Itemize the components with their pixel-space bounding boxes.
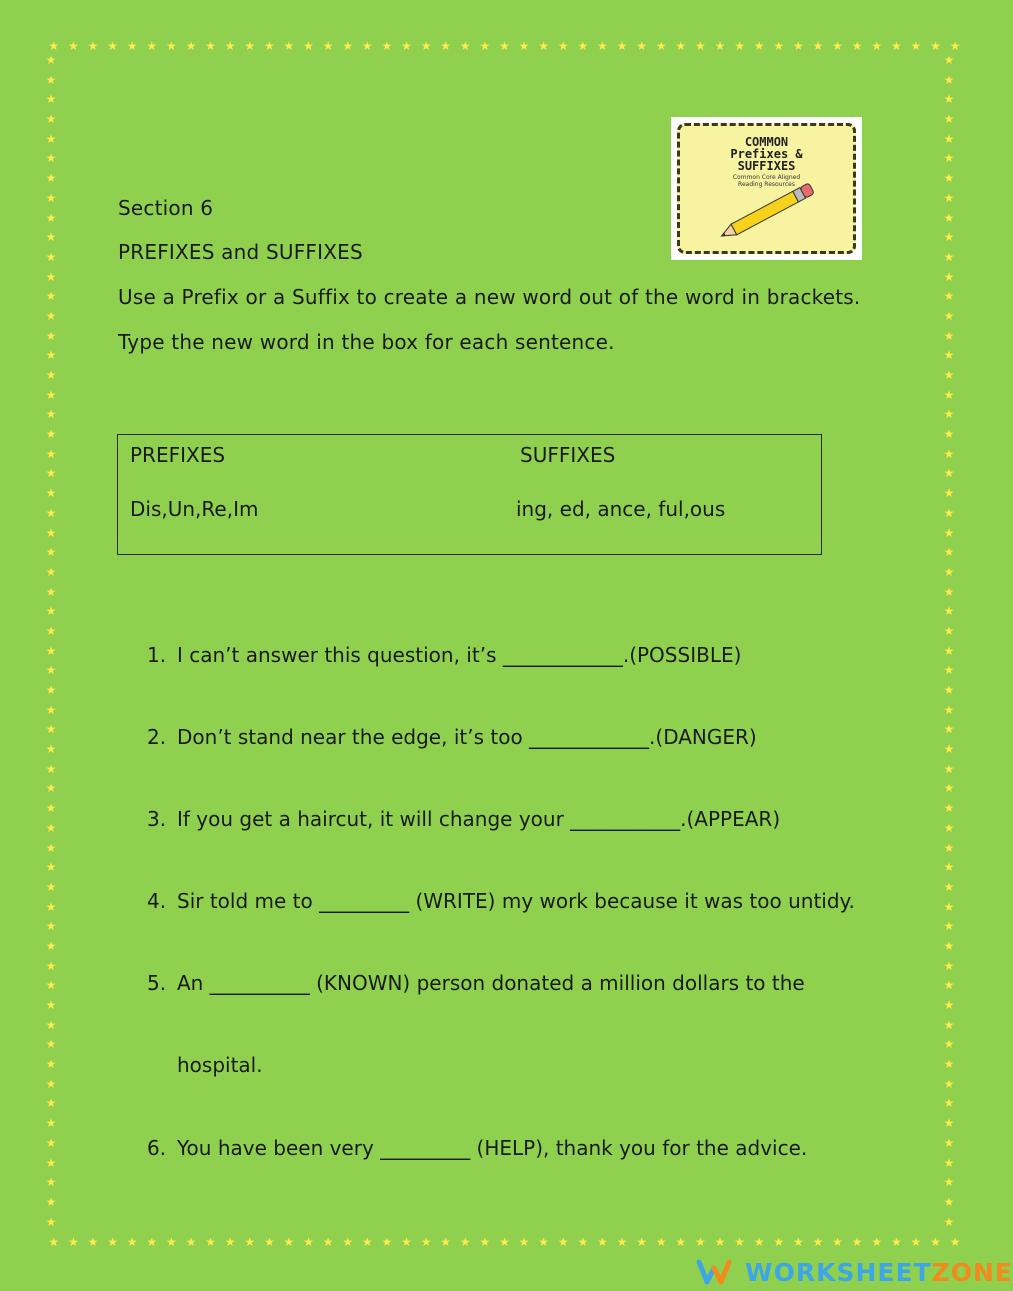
star-icon: ★ [45, 938, 57, 953]
star-icon: ★ [871, 39, 883, 53]
star-icon: ★ [949, 39, 961, 53]
worksheetzone-watermark [697, 1257, 1013, 1287]
star-icon: ★ [107, 1235, 118, 1249]
star-icon: ★ [943, 466, 955, 481]
star-icon: ★ [45, 328, 57, 343]
star-icon: ★ [616, 39, 628, 53]
watermark-text-orange: ZONE [931, 1257, 1013, 1287]
star-icon: ★ [597, 39, 608, 53]
star-icon: ★ [943, 1194, 955, 1209]
star-icon: ★ [45, 72, 57, 87]
star-icon: ★ [126, 1235, 138, 1249]
star-icon: ★ [440, 39, 452, 53]
prefixes-header: PREFIXES [130, 443, 226, 467]
star-icon: ★ [45, 840, 57, 855]
cover-subtitle [680, 174, 853, 188]
star-icon: ★ [616, 1235, 628, 1249]
star-icon: ★ [714, 39, 726, 53]
star-icon: ★ [342, 1235, 354, 1249]
suffixes-header: SUFFIXES [520, 443, 616, 467]
question-number: 2. [147, 725, 167, 749]
star-icon: ★ [871, 1235, 883, 1249]
star-icon: ★ [48, 39, 60, 53]
star-icon: ★ [943, 269, 955, 284]
star-icon: ★ [557, 39, 569, 53]
star-icon: ★ [943, 761, 955, 776]
star-icon: ★ [943, 623, 955, 638]
star-icon: ★ [943, 840, 955, 855]
star-icon: ★ [420, 39, 432, 53]
star-icon: ★ [48, 1235, 60, 1249]
star-icon: ★ [303, 39, 314, 53]
star-icon: ★ [943, 899, 955, 914]
question-item [147, 1136, 807, 1160]
star-icon: ★ [322, 1235, 334, 1249]
w-logo-icon [697, 1259, 731, 1285]
star-icon: ★ [45, 663, 57, 678]
star-icon: ★ [518, 1235, 530, 1249]
star-icon: ★ [244, 39, 256, 53]
star-icon: ★ [165, 1235, 177, 1249]
star-icon: ★ [45, 151, 57, 166]
star-icon: ★ [943, 683, 955, 697]
star-icon: ★ [45, 761, 57, 776]
star-icon: ★ [636, 1235, 647, 1249]
star-icon: ★ [205, 39, 216, 53]
star-icon: ★ [943, 308, 955, 323]
star-icon: ★ [361, 39, 373, 53]
star-icon: ★ [943, 722, 955, 737]
star-icon: ★ [68, 1235, 79, 1249]
star-icon: ★ [45, 584, 57, 599]
star-icon: ★ [557, 1235, 569, 1249]
star-icon: ★ [943, 368, 955, 382]
star-icon: ★ [943, 53, 955, 67]
star-icon: ★ [943, 486, 955, 501]
cover-title-line: Prefixes & [730, 147, 803, 161]
question-item [147, 643, 741, 667]
star-icon: ★ [943, 663, 955, 678]
star-icon: ★ [943, 1116, 955, 1131]
star-icon: ★ [45, 564, 57, 579]
star-icon: ★ [224, 39, 236, 53]
star-icon: ★ [714, 1235, 726, 1249]
cover-title-line: SUFFIXES [737, 159, 796, 173]
star-icon: ★ [943, 1037, 955, 1052]
star-icon: ★ [890, 39, 902, 53]
star-icon: ★ [45, 899, 57, 914]
star-icon: ★ [45, 210, 57, 225]
star-icon: ★ [734, 39, 745, 53]
star-icon: ★ [45, 249, 57, 264]
star-icon: ★ [45, 269, 57, 284]
star-icon: ★ [943, 1155, 955, 1170]
star-icon: ★ [401, 39, 412, 53]
star-icon: ★ [45, 348, 57, 363]
question-text: Don’t stand near the edge, it’s too ____________.(DANGER) [177, 725, 757, 749]
star-icon: ★ [87, 1235, 99, 1249]
cover-title [680, 136, 853, 172]
star-icon: ★ [263, 39, 275, 53]
question-text: If you get a haircut, it will change your ___________.(APPEAR) [177, 807, 781, 831]
star-icon: ★ [45, 545, 57, 560]
cover-frame [677, 123, 856, 254]
star-icon: ★ [943, 427, 955, 442]
star-border-top [44, 40, 960, 54]
star-icon: ★ [165, 39, 177, 53]
star-icon: ★ [45, 131, 57, 146]
question-text: Sir told me to _________ (WRITE) my work because it was too untidy. [177, 889, 855, 913]
star-icon: ★ [263, 1235, 275, 1249]
star-border-left [44, 54, 58, 1236]
star-icon: ★ [943, 1214, 955, 1229]
question-item [147, 971, 805, 995]
star-icon: ★ [636, 39, 647, 53]
star-icon: ★ [851, 1235, 863, 1249]
star-icon: ★ [832, 1235, 843, 1249]
star-icon: ★ [45, 368, 57, 382]
star-icon: ★ [943, 230, 955, 245]
star-icon: ★ [943, 564, 955, 579]
star-icon: ★ [773, 39, 785, 53]
star-icon: ★ [45, 92, 57, 107]
star-icon: ★ [45, 505, 57, 520]
star-icon: ★ [930, 1235, 941, 1249]
star-icon: ★ [890, 1235, 902, 1249]
question-continuation [177, 1053, 263, 1077]
star-icon: ★ [45, 53, 57, 67]
star-icon: ★ [655, 1235, 667, 1249]
question-number: 4. [147, 889, 167, 913]
pencil-icon [712, 188, 822, 238]
star-icon: ★ [479, 1235, 491, 1249]
star-icon: ★ [943, 919, 955, 934]
star-icon: ★ [943, 72, 955, 87]
star-icon: ★ [361, 1235, 373, 1249]
star-icon: ★ [943, 978, 955, 993]
star-icon: ★ [943, 505, 955, 520]
star-icon: ★ [943, 1017, 955, 1032]
section-title: Section 6 [118, 196, 214, 220]
star-icon: ★ [943, 387, 955, 402]
star-icon: ★ [45, 171, 57, 186]
star-icon: ★ [943, 584, 955, 599]
star-icon: ★ [45, 230, 57, 245]
star-icon: ★ [577, 39, 589, 53]
star-icon: ★ [146, 1235, 158, 1249]
star-icon: ★ [45, 466, 57, 481]
star-icon: ★ [943, 289, 955, 304]
question-number: 6. [147, 1136, 167, 1160]
star-icon: ★ [695, 39, 706, 53]
star-icon: ★ [45, 604, 57, 619]
star-icon: ★ [753, 39, 765, 53]
star-icon: ★ [45, 879, 57, 894]
star-icon: ★ [943, 742, 955, 757]
star-border-bottom [44, 1236, 960, 1250]
star-icon: ★ [303, 1235, 314, 1249]
suffixes-list: ing, ed, ance, ful,ous [516, 497, 726, 521]
star-icon: ★ [812, 1235, 824, 1249]
star-icon: ★ [499, 1235, 510, 1249]
star-icon: ★ [538, 39, 550, 53]
star-icon: ★ [45, 1175, 57, 1190]
question-text: I can’t answer this question, it’s ____________.(POSSIBLE) [177, 643, 742, 667]
question-number: 5. [147, 971, 167, 995]
star-icon: ★ [943, 820, 955, 835]
star-icon: ★ [45, 860, 57, 875]
star-icon: ★ [420, 1235, 432, 1249]
star-icon: ★ [943, 938, 955, 953]
star-icon: ★ [943, 801, 955, 816]
star-icon: ★ [45, 308, 57, 323]
cover-subtitle-line: Common Core Aligned [732, 174, 801, 181]
star-icon: ★ [943, 328, 955, 343]
star-icon: ★ [283, 39, 295, 53]
star-icon: ★ [943, 171, 955, 186]
question-item [147, 807, 780, 831]
star-icon: ★ [45, 820, 57, 835]
question-text: You have been very _________ (HELP), thank you for the advice. [177, 1136, 808, 1160]
star-icon: ★ [45, 702, 57, 717]
star-icon: ★ [753, 1235, 765, 1249]
star-icon: ★ [910, 1235, 922, 1249]
star-icon: ★ [597, 1235, 608, 1249]
star-icon: ★ [943, 1076, 955, 1091]
star-icon: ★ [943, 112, 955, 127]
star-icon: ★ [943, 446, 955, 461]
star-icon: ★ [45, 112, 57, 127]
star-icon: ★ [45, 742, 57, 757]
star-icon: ★ [675, 1235, 687, 1249]
star-icon: ★ [45, 1155, 57, 1170]
star-icon: ★ [943, 210, 955, 225]
question-number: 3. [147, 807, 167, 831]
star-icon: ★ [943, 998, 955, 1012]
star-icon: ★ [577, 1235, 589, 1249]
star-icon: ★ [45, 958, 57, 973]
question-text: An __________ (KNOWN) person donated a million dollars to the [177, 971, 805, 995]
star-icon: ★ [943, 1096, 955, 1111]
star-icon: ★ [126, 39, 138, 53]
star-icon: ★ [45, 427, 57, 442]
star-icon: ★ [675, 39, 687, 53]
star-icon: ★ [45, 978, 57, 993]
star-icon: ★ [943, 131, 955, 146]
star-icon: ★ [943, 249, 955, 264]
star-icon: ★ [401, 1235, 412, 1249]
star-icon: ★ [322, 39, 334, 53]
star-icon: ★ [45, 446, 57, 461]
star-icon: ★ [283, 1235, 295, 1249]
star-icon: ★ [45, 643, 57, 658]
worksheet-heading: PREFIXES and SUFFIXES [118, 240, 363, 264]
star-icon: ★ [45, 1076, 57, 1091]
star-icon: ★ [440, 1235, 452, 1249]
star-icon: ★ [943, 407, 955, 422]
star-icon: ★ [792, 39, 804, 53]
instruction-line: Use a Prefix or a Suffix to create a new word out of the word in brackets. [118, 285, 861, 309]
star-icon: ★ [45, 1037, 57, 1052]
star-icon: ★ [205, 1235, 216, 1249]
star-icon: ★ [499, 39, 510, 53]
star-icon: ★ [45, 781, 57, 796]
star-icon: ★ [943, 525, 955, 540]
star-icon: ★ [224, 1235, 236, 1249]
cover-title-line: COMMON [744, 135, 789, 149]
star-icon: ★ [45, 919, 57, 934]
star-icon: ★ [734, 1235, 745, 1249]
book-cover-image [671, 117, 862, 260]
cover-subtitle-line: Reading Resources [738, 181, 795, 188]
star-icon: ★ [930, 39, 941, 53]
star-icon: ★ [45, 1017, 57, 1032]
star-icon: ★ [45, 387, 57, 402]
star-icon: ★ [792, 1235, 804, 1249]
star-icon: ★ [459, 1235, 471, 1249]
star-icon: ★ [943, 702, 955, 717]
star-icon: ★ [943, 545, 955, 560]
star-icon: ★ [381, 39, 393, 53]
star-icon: ★ [943, 781, 955, 796]
star-icon: ★ [45, 289, 57, 304]
star-icon: ★ [832, 39, 843, 53]
star-icon: ★ [45, 1116, 57, 1131]
star-icon: ★ [479, 39, 491, 53]
star-icon: ★ [943, 92, 955, 107]
star-icon: ★ [943, 879, 955, 894]
star-icon: ★ [812, 39, 824, 53]
star-icon: ★ [342, 39, 354, 53]
star-icon: ★ [45, 722, 57, 737]
star-icon: ★ [949, 1235, 961, 1249]
star-icon: ★ [45, 1057, 57, 1072]
star-icon: ★ [45, 801, 57, 816]
star-icon: ★ [910, 39, 922, 53]
star-border-right [942, 54, 956, 1236]
star-icon: ★ [45, 623, 57, 638]
star-icon: ★ [518, 39, 530, 53]
star-icon: ★ [943, 860, 955, 875]
star-icon: ★ [45, 1096, 57, 1111]
star-icon: ★ [68, 39, 79, 53]
question-number: 1. [147, 643, 167, 667]
star-icon: ★ [87, 39, 99, 53]
star-icon: ★ [45, 998, 57, 1012]
star-icon: ★ [943, 1135, 955, 1150]
prefixes-list: Dis,Un,Re,Im [130, 497, 259, 521]
watermark-text-blue: WORKSHEET [745, 1257, 932, 1287]
star-icon: ★ [655, 39, 667, 53]
star-icon: ★ [943, 958, 955, 973]
star-icon: ★ [381, 1235, 393, 1249]
star-icon: ★ [695, 1235, 706, 1249]
question-text: hospital. [177, 1053, 263, 1077]
star-icon: ★ [459, 39, 471, 53]
star-icon: ★ [45, 1135, 57, 1150]
star-icon: ★ [45, 1214, 57, 1229]
affix-table [117, 434, 822, 555]
star-icon: ★ [851, 39, 863, 53]
question-item [147, 725, 757, 749]
star-icon: ★ [107, 39, 118, 53]
instruction-line: Type the new word in the box for each sentence. [118, 330, 615, 354]
star-icon: ★ [185, 39, 197, 53]
star-icon: ★ [943, 1175, 955, 1190]
star-icon: ★ [146, 39, 158, 53]
star-icon: ★ [943, 151, 955, 166]
star-icon: ★ [45, 407, 57, 422]
question-item [147, 889, 855, 913]
star-icon: ★ [943, 604, 955, 619]
star-icon: ★ [943, 1057, 955, 1072]
star-icon: ★ [185, 1235, 197, 1249]
star-icon: ★ [45, 190, 57, 205]
star-icon: ★ [943, 190, 955, 205]
star-icon: ★ [45, 525, 57, 540]
star-icon: ★ [538, 1235, 550, 1249]
star-icon: ★ [45, 486, 57, 501]
star-icon: ★ [45, 1194, 57, 1209]
star-icon: ★ [943, 348, 955, 363]
star-icon: ★ [244, 1235, 256, 1249]
star-icon: ★ [773, 1235, 785, 1249]
star-icon: ★ [45, 683, 57, 697]
star-icon: ★ [943, 643, 955, 658]
